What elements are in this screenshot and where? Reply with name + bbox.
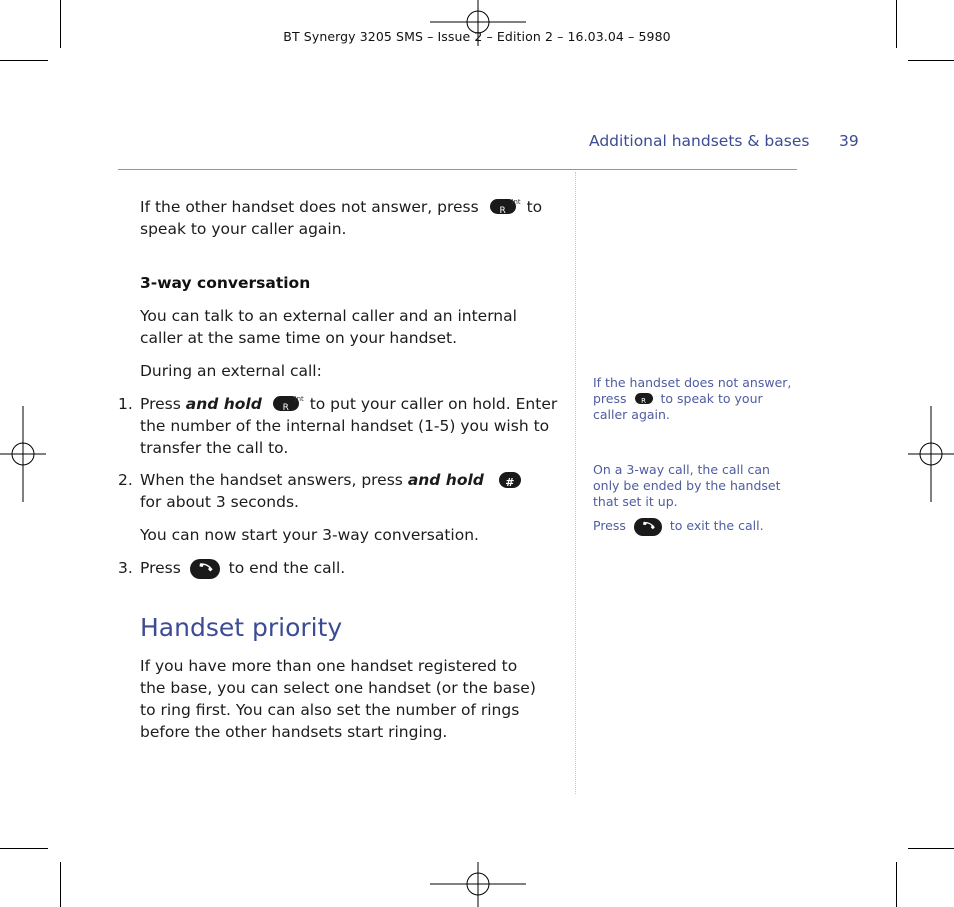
hash-key-icon (499, 472, 521, 488)
handset-priority-heading: Handset priority (140, 613, 343, 642)
column-divider (575, 172, 576, 794)
handset-priority-paragraph: If you have more than one handset registered to the base, you can select one handset (or the base) to ring first. You can also set the number of rings before the other handsets start ringing. (140, 657, 536, 741)
recall-key-icon: Int R (490, 199, 516, 214)
print-slug: BT Synergy 3205 SMS – Issue 2 – Edition 2 – 16.03.04 – 5980 (283, 29, 671, 44)
step-2-note: You can now start your 3-way conversation. (140, 526, 479, 544)
crop-mark (60, 862, 61, 907)
sidebar-note: Press to exit the call. (593, 518, 793, 536)
three-way-heading: 3-way conversation (140, 274, 311, 292)
intro-paragraph: If the other handset does not answer, press Int R to speak to your caller again. (140, 196, 558, 240)
end-call-key-icon (634, 518, 662, 536)
registration-mark-icon (908, 406, 954, 502)
step-number: 1. (118, 395, 133, 413)
crop-mark (0, 60, 48, 61)
three-way-intro: You can talk to an external caller and an internal caller at the same time on your handset. (140, 307, 517, 347)
step-2: When the handset answers, press and hold # for about 3 seconds. (140, 469, 540, 513)
sidebar-note: On a 3-way call, the call can only be ended by the handset that set it up. (593, 462, 781, 509)
step-number: 2. (118, 471, 133, 489)
sidebar-note: If the handset does not answer, press R to speak to your caller again. (593, 375, 793, 423)
crop-mark (908, 848, 954, 849)
step-number: 3. (118, 559, 133, 577)
crop-mark (896, 862, 897, 907)
end-call-key-icon (190, 559, 220, 579)
running-head: Additional handsets & bases (589, 132, 810, 150)
recall-key-icon (635, 393, 653, 404)
three-way-during: During an external call: (140, 362, 322, 380)
recall-key-icon: Int R (273, 396, 299, 411)
step-1: Press and hold Int R to put your caller on hold. Enter the number of the internal handset (1-5) you wish to transfer the call to. (140, 393, 560, 459)
page-number: 39 (839, 132, 859, 150)
registration-mark-icon (430, 862, 526, 907)
step-3: Press to end the call. (140, 559, 346, 577)
registration-mark-icon (0, 406, 46, 502)
header-rule (118, 169, 797, 170)
crop-mark (0, 848, 48, 849)
crop-mark (908, 60, 954, 61)
